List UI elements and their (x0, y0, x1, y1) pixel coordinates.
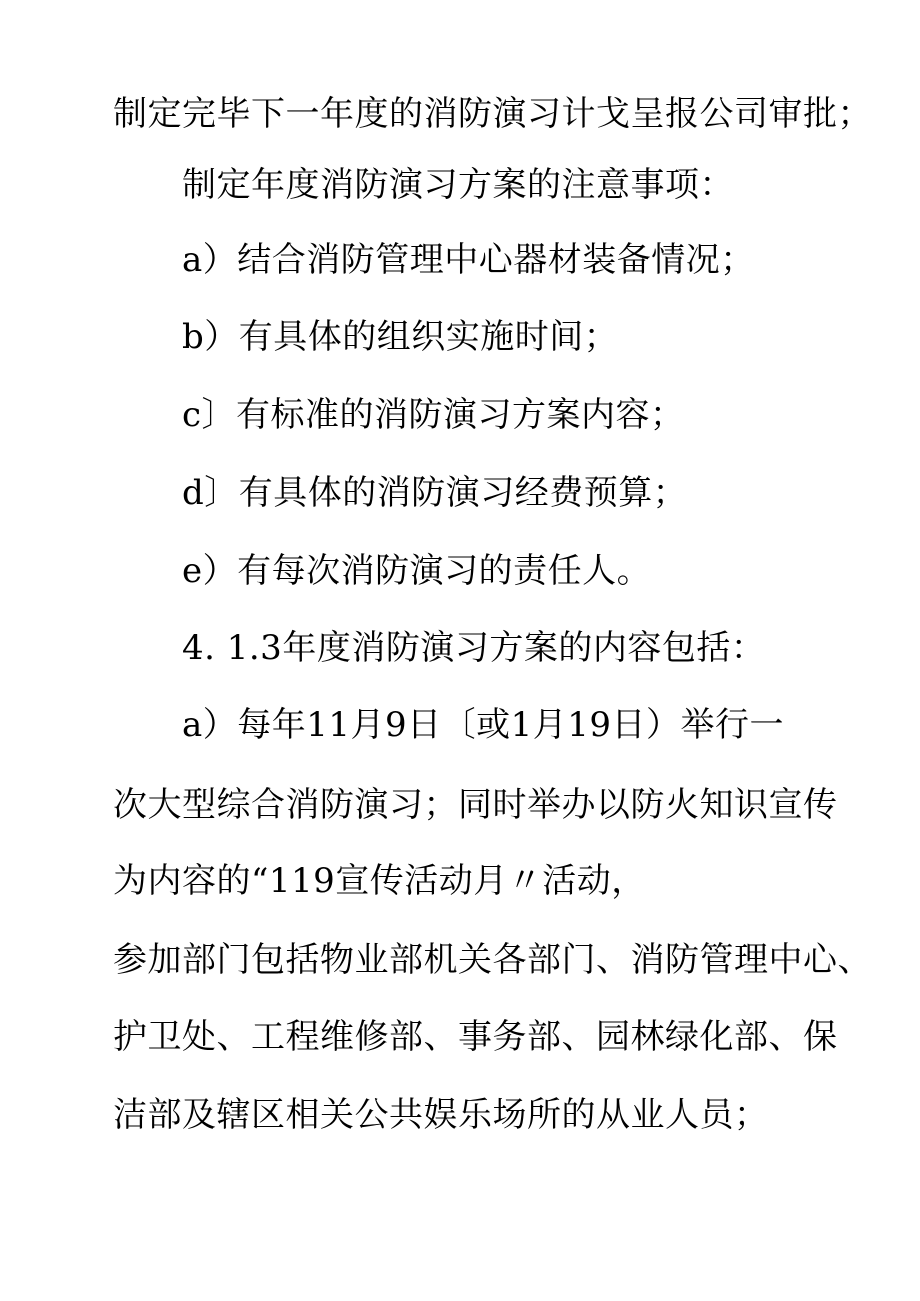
text-line: 次大型综合消防演习；同时举办以防火知识宣传 (113, 785, 838, 825)
list-item: d〕有具体的消防演习经费预算； (182, 473, 688, 513)
text-line: 制定年度消防演习方案的注意事项： (182, 165, 734, 205)
list-item: a）结合消防管理中心器材装备情况； (182, 240, 755, 280)
list-item: e）有每次消防演习的责任人。 (182, 551, 652, 591)
text-line: 为内容的“119宣传活动月〃活动， (113, 861, 646, 901)
list-item: a）每年11月9日〔或1月19日）举行一 (182, 705, 785, 745)
text-line: 洁部及辖区相关公共娱乐场所的从业人员； (113, 1095, 769, 1135)
text-line: 制定完毕下一年度的消防演习计戈呈报公司审批； (113, 94, 872, 134)
text-line: 参加部门包括物业部机关各部门、消防管理中心、 (113, 940, 872, 980)
list-item: c〕有标准的消防演习方案内容； (182, 395, 685, 435)
text-line: 护卫处、工程维修部、事务部、园林绿化部、保 (113, 1017, 838, 1057)
section-heading: 4. 1.3年度消防演习方案的内容包括： (182, 628, 766, 668)
list-item: b）有具体的组织实施时间； (182, 317, 619, 357)
